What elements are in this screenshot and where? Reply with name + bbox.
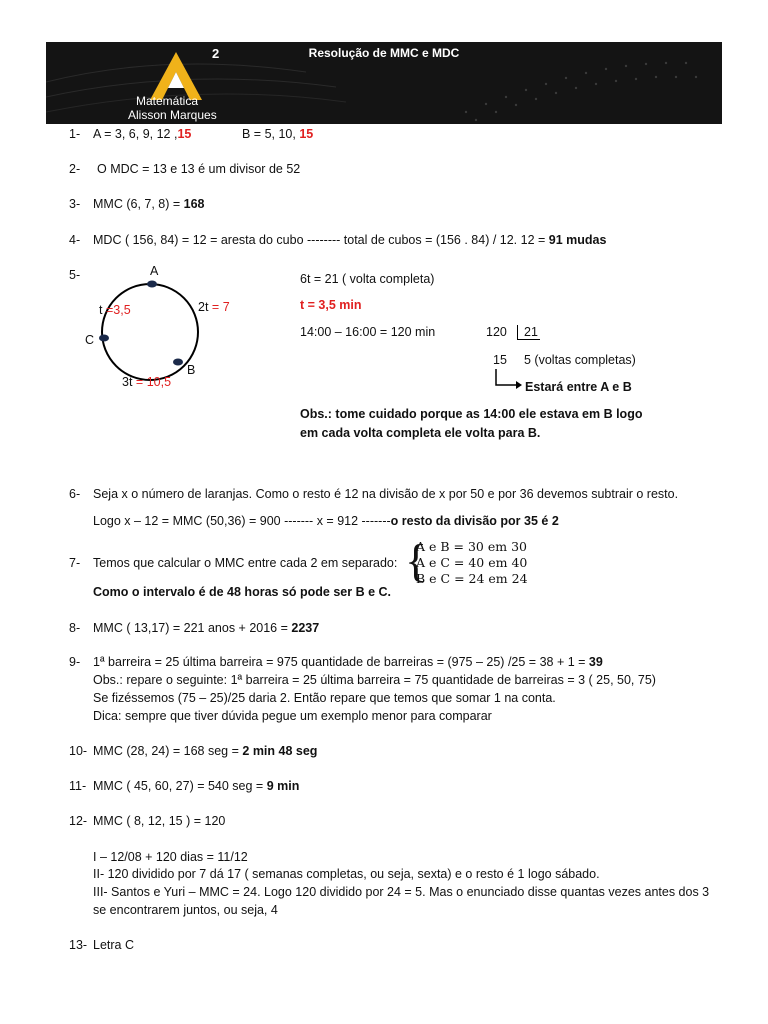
q1-set-a-red: 15 xyxy=(177,127,192,141)
logo-superscript: 2 xyxy=(212,46,220,61)
logo-text-line2: Alisson Marques xyxy=(128,108,217,122)
q5-obs-line2: em cada volta completa ele volta para B. xyxy=(300,426,541,440)
q5-arrow-text: Estará entre A e B xyxy=(525,380,632,394)
q5-obs-line1: Obs.: tome cuidado porque as 14:00 ele estava em B logo xyxy=(300,407,643,421)
q5-quotient: 5 (voltas completas) xyxy=(524,353,636,367)
q12-line1: I – 12/08 + 120 dias = 11/12 xyxy=(93,850,248,864)
q5-3t-val: = 10,5 xyxy=(135,375,172,389)
q5-circle-diagram xyxy=(80,266,280,396)
q12-line2: II- 120 dividido por 7 dá 17 ( semanas completas, ou seja, sexta) e o resto é 1 logo sábado. xyxy=(93,867,600,881)
q1-set-b-text: B = 5, 10, xyxy=(242,127,296,141)
q12-line4: se encontrarem juntos, ou seja, 4 xyxy=(93,903,278,917)
q1-set-b-red: 15 xyxy=(299,127,314,141)
q10-line xyxy=(93,744,317,758)
q13-text: Letra C xyxy=(93,938,134,952)
q9-line2: Obs.: repare o seguinte: 1ª barreira = 25 última barreira = 75 quantidade de barreiras = 3 ( 25, 50, 75) xyxy=(93,673,656,687)
q5-label-3t xyxy=(122,375,171,389)
q3-text: MMC (6, 7, 8) = xyxy=(93,197,184,211)
q9-line4: Dica: sempre que tiver dúvida pegue um exemplo menor para comparar xyxy=(93,709,492,723)
q5-remainder: 15 xyxy=(493,353,507,367)
q5-label-b: B xyxy=(187,363,196,377)
q3-line xyxy=(93,197,205,211)
q9-line3: Se fizéssemos (75 – 25)/25 daria 2. Então repare que temos que somar 1 na conta. xyxy=(93,691,556,705)
q13-number: 13- xyxy=(69,938,88,952)
q7-brace: { xyxy=(405,535,428,586)
q5-2t-val: = 7 xyxy=(211,300,230,314)
q3-number: 3- xyxy=(69,197,81,211)
q11-text: MMC ( 45, 60, 27) = 540 seg = xyxy=(93,779,267,793)
q9-line1-text: 1ª barreira = 25 última barreira = 975 quantidade de barreiras = (975 – 25) /25 = 38 + 1 = xyxy=(93,655,589,669)
q4-number: 4- xyxy=(69,233,81,247)
q6-line2-text: Logo x – 12 = MMC (50,36) = 900 ------- x = 912 ------- xyxy=(93,514,391,528)
point-a-marker xyxy=(147,281,157,288)
q7-case-1: A e B = 30 em 30 xyxy=(416,539,527,554)
q4-answer: 91 mudas xyxy=(548,233,607,247)
q12-number: 12- xyxy=(69,814,88,828)
q1-set-a xyxy=(93,127,191,141)
q4-line xyxy=(93,233,606,247)
q10-number: 10- xyxy=(69,744,88,758)
q8-number: 8- xyxy=(69,621,81,635)
q5-label-c: C xyxy=(85,333,95,347)
q4-text: MDC ( 156, 84) = 12 = aresta do cubo -------- total de cubos = (156 . 84) / 12. 12 = xyxy=(93,233,549,247)
q6-line2 xyxy=(93,514,559,528)
q5-divisor: 21 xyxy=(517,325,540,340)
q1-number: 1- xyxy=(69,127,81,141)
q11-line xyxy=(93,779,299,793)
q5-line1: 6t = 21 ( volta completa) xyxy=(300,272,435,286)
q5-2t: 2t xyxy=(198,300,209,314)
q7-number: 7- xyxy=(69,556,81,570)
point-c-marker xyxy=(99,335,109,342)
q5-3t: 3t xyxy=(122,375,133,389)
q1-set-a-text: A = 3, 6, 9, 12 , xyxy=(93,127,178,141)
q5-t: t xyxy=(99,303,103,317)
q5-label-t xyxy=(99,303,131,317)
q6-line1: Seja x o número de laranjas. Como o resto é 12 na divisão de x por 50 e por 36 devemos subtrair o resto. xyxy=(93,487,679,501)
logo-text-line1: Matemática xyxy=(136,94,199,108)
q5-line2: t = 3,5 min xyxy=(300,298,362,312)
q5-dividend: 120 xyxy=(486,325,507,339)
q7-line1: Temos que calcular o MMC entre cada 2 em separado: xyxy=(93,556,398,570)
q2-text: O MDC = 13 e 13 é um divisor de 52 xyxy=(97,162,301,176)
q12-line0: MMC ( 8, 12, 15 ) = 120 xyxy=(93,814,226,828)
q11-number: 11- xyxy=(69,779,87,793)
q2-number: 2- xyxy=(69,162,81,176)
q12-line3: III- Santos e Yuri – MMC = 24. Logo 120 dividido por 24 = 5. Mas o enunciado disse quantas vezes antes dos 3 xyxy=(93,885,710,899)
q5-arrow-icon xyxy=(492,369,522,391)
q7-case-2: A e C = 40 em 40 xyxy=(416,555,528,570)
q5-label-2t xyxy=(198,300,230,314)
q5-label-a: A xyxy=(150,264,159,278)
q10-answer: 2 min 48 seg xyxy=(242,744,318,758)
q7-line2: Como o intervalo é de 48 horas só pode ser B e C. xyxy=(93,585,391,599)
q9-line1-answer: 39 xyxy=(588,655,603,669)
q9-line1 xyxy=(93,655,603,669)
q8-line xyxy=(93,621,319,635)
q10-text: MMC (28, 24) = 168 seg = xyxy=(93,744,243,758)
page-title: Resolução de MMC e MDC xyxy=(308,46,460,60)
q7-case-3: B e C = 24 em 24 xyxy=(416,571,528,586)
q9-number: 9- xyxy=(69,655,81,669)
q3-answer: 168 xyxy=(183,197,205,211)
q8-answer: 2237 xyxy=(291,621,320,635)
point-b-marker xyxy=(173,359,183,366)
q11-answer: 9 min xyxy=(266,779,300,793)
q5-t-val: =3,5 xyxy=(105,303,131,317)
q5-number: 5- xyxy=(69,268,81,282)
q6-line2-answer: o resto da divisão por 35 é 2 xyxy=(390,514,559,528)
q5-line3: 14:00 – 16:00 = 120 min xyxy=(300,325,436,339)
q1-set-b xyxy=(242,127,313,141)
header-banner xyxy=(46,42,722,124)
q6-number: 6- xyxy=(69,487,81,501)
q8-text: MMC ( 13,17) = 221 anos + 2016 = xyxy=(93,621,292,635)
